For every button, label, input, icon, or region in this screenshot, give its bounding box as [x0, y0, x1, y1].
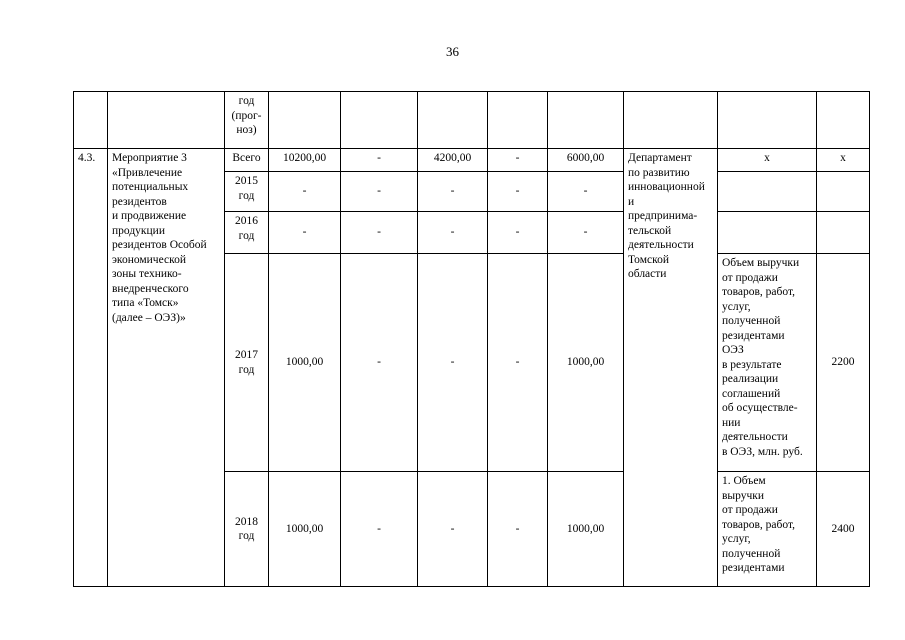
- cell-value: -: [548, 172, 624, 212]
- header-year-label: год (прог- ноз): [225, 92, 269, 149]
- indicator-name: 1. Объем выручки от продажи товаров, работ, услуг, полученной резидентами: [718, 472, 817, 587]
- cell-value: 1000,00: [548, 472, 624, 587]
- row-number: 4.3.: [74, 149, 108, 587]
- indicator-value: 2400: [817, 472, 870, 587]
- header-empty-cell: [341, 92, 418, 149]
- period-label: 2018 год: [225, 472, 269, 587]
- cell-value: 1000,00: [548, 254, 624, 472]
- indicator-name: х: [718, 149, 817, 172]
- header-empty-cell: [548, 92, 624, 149]
- period-label: Всего: [225, 149, 269, 172]
- cell-value: -: [418, 254, 488, 472]
- indicator-name: Объем выручки от продажи товаров, работ, услуг, полученной резидентами ОЭЗ в результате реализации соглашений об осуществле- нии деятельности в ОЭЗ, млн. руб.: [718, 254, 817, 472]
- page-number: 36: [446, 44, 459, 59]
- cell-value: -: [488, 212, 548, 254]
- cell-value: -: [488, 472, 548, 587]
- indicator-name: [718, 172, 817, 212]
- cell-total: -: [269, 172, 341, 212]
- cell-value: -: [488, 254, 548, 472]
- cell-value: -: [488, 172, 548, 212]
- period-label: 2016 год: [225, 212, 269, 254]
- cell-value: -: [341, 149, 418, 172]
- cell-value: -: [548, 212, 624, 254]
- header-empty-cell: [269, 92, 341, 149]
- cell-value: 6000,00: [548, 149, 624, 172]
- header-empty-cell: [718, 92, 817, 149]
- activity-name: Мероприятие 3 «Привлечение потенциальных резидентов и продвижение продукции резидентов Особой экономической зоны технико- внедренческого типа «Томск» (далее – ОЭЗ)»: [108, 149, 225, 587]
- indicator-value: [817, 172, 870, 212]
- cell-value: 4200,00: [418, 149, 488, 172]
- indicator-value: х: [817, 149, 870, 172]
- cell-value: -: [341, 212, 418, 254]
- header-empty-cell: [624, 92, 718, 149]
- cell-value: -: [341, 254, 418, 472]
- indicator-value: [817, 212, 870, 254]
- period-label: 2015 год: [225, 172, 269, 212]
- cell-value: -: [418, 212, 488, 254]
- cell-value: -: [341, 472, 418, 587]
- header-empty-cell: [108, 92, 225, 149]
- cell-value: -: [418, 172, 488, 212]
- cell-total: 1000,00: [269, 472, 341, 587]
- cell-total: 1000,00: [269, 254, 341, 472]
- period-label: 2017 год: [225, 254, 269, 472]
- header-empty-cell: [418, 92, 488, 149]
- executor: Департамент по развитию инновационной и предпринима- тельской деятельности Томской области: [624, 149, 718, 587]
- cell-total: 10200,00: [269, 149, 341, 172]
- cell-value: -: [418, 472, 488, 587]
- header-empty-cell: [817, 92, 870, 149]
- indicator-value: 2200: [817, 254, 870, 472]
- header-empty-cell: [74, 92, 108, 149]
- table-row-total: [74, 149, 870, 172]
- cell-total: -: [269, 212, 341, 254]
- cell-value: -: [341, 172, 418, 212]
- header-empty-cell: [488, 92, 548, 149]
- indicator-name: [718, 212, 817, 254]
- cell-value: -: [488, 149, 548, 172]
- program-table: [73, 91, 870, 587]
- header-row: [74, 92, 870, 149]
